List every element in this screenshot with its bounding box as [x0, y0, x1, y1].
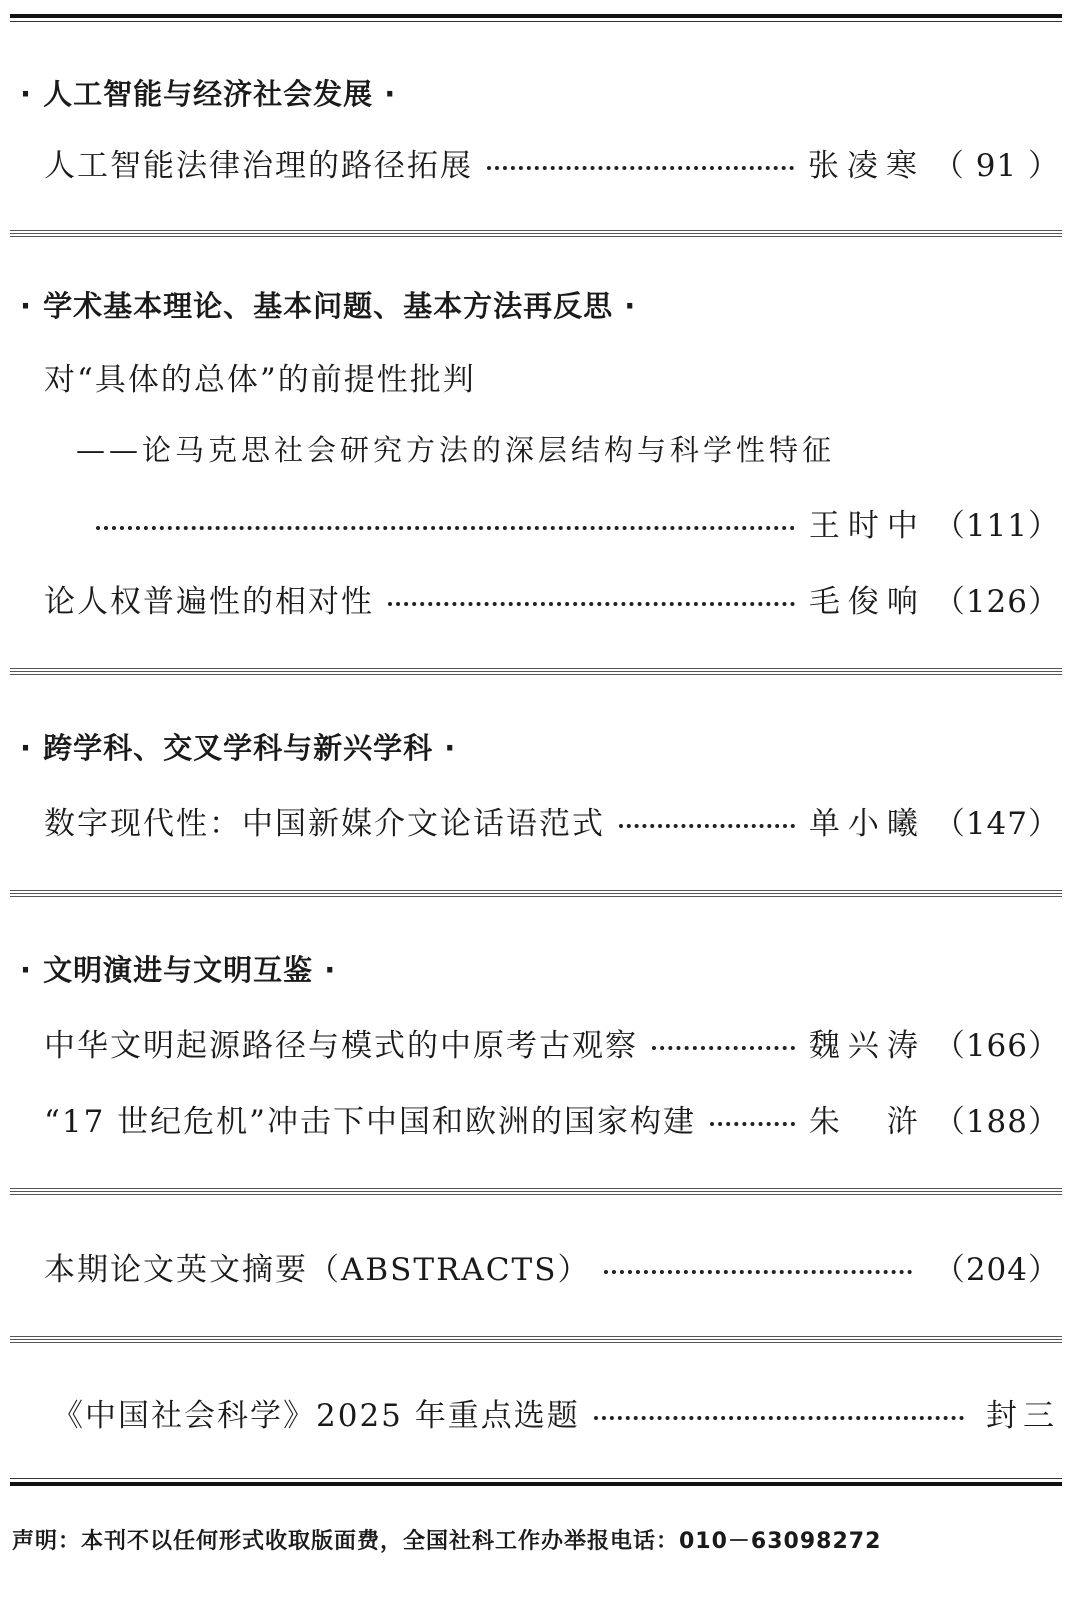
entry-page: （188）	[933, 1103, 1060, 1140]
entry-page: （204）	[933, 1251, 1060, 1288]
entry-page: （111）	[933, 507, 1060, 544]
entry-title: 本期论文英文摘要（ABSTRACTS）	[44, 1251, 591, 1288]
entry-author: 张凌寒	[807, 147, 925, 184]
entry-author: 朱 浒	[808, 1103, 926, 1140]
leader-dots	[619, 824, 795, 828]
toc-entry-abstracts[interactable]	[44, 1244, 1060, 1288]
leader-dots	[388, 602, 795, 606]
entry-title: 《中国社会科学》2025 年重点选题	[52, 1397, 580, 1434]
section-title-theory: · 学术基本理论、基本问题、基本方法再反思 ·	[20, 289, 637, 323]
entry-author: 魏兴涛	[808, 1027, 926, 1064]
footer-statement: 声明：本刊不以任何形式收取版面费，全国社科工作办举报电话：010－63098272	[12, 1529, 882, 1554]
entry-author: 单小曦	[808, 805, 926, 842]
toc-entry-concrete-totality-leader[interactable]	[96, 500, 1060, 544]
section-divider	[10, 668, 1062, 675]
entry-title: 论人权普遍性的相对性	[44, 583, 374, 620]
entry-page: （166）	[933, 1027, 1060, 1064]
entry-author: 王时中	[808, 507, 926, 544]
leader-dots	[604, 1270, 911, 1274]
entry-page: （126）	[933, 583, 1060, 620]
entry-page: （ 91 ）	[932, 147, 1060, 184]
top-rule	[10, 14, 1062, 22]
section-divider	[10, 230, 1062, 237]
entry-author: 毛俊响	[808, 583, 926, 620]
toc-entry-civilization-origin[interactable]	[44, 1020, 1060, 1064]
leader-dots	[487, 166, 794, 170]
entry-page: （147）	[933, 805, 1060, 842]
entry-title: 数字现代性：中国新媒介文论话语范式	[44, 805, 605, 842]
entry-title: “17 世纪危机”冲击下中国和欧洲的国家构建	[44, 1103, 696, 1140]
section-divider	[10, 1188, 1062, 1195]
section-divider	[10, 1336, 1062, 1343]
leader-dots	[652, 1046, 795, 1050]
entry-title: 对“具体的总体”的前提性批判	[44, 361, 476, 398]
toc-entry-digital-modernity[interactable]	[44, 798, 1060, 842]
leader-dots	[710, 1122, 795, 1126]
section-title-civilization: · 文明演进与文明互鉴 ·	[20, 953, 337, 987]
entry-subtitle: ——论马克思社会研究方法的深层结构与科学性特征	[76, 433, 836, 467]
toc-entry-17th-century-crisis[interactable]	[44, 1096, 1060, 1140]
section-title-interdisciplinary: · 跨学科、交叉学科与新兴学科 ·	[20, 731, 457, 765]
bottom-rule	[10, 1478, 1062, 1486]
section-divider	[10, 890, 1062, 897]
section-title-ai: · 人工智能与经济社会发展 ·	[20, 77, 397, 111]
leader-dots	[96, 526, 795, 530]
toc-entry-human-rights[interactable]	[44, 576, 1060, 620]
toc-entry-ai-law[interactable]	[44, 140, 1060, 184]
entry-title: 中华文明起源路径与模式的中原考古观察	[44, 1027, 638, 1064]
entry-title: 人工智能法律治理的路径拓展	[44, 147, 473, 184]
leader-dots	[594, 1416, 964, 1420]
entry-page: 封三	[986, 1397, 1060, 1434]
toc-entry-key-topics[interactable]	[52, 1390, 1060, 1434]
toc-entry-concrete-totality[interactable]	[44, 354, 1060, 398]
